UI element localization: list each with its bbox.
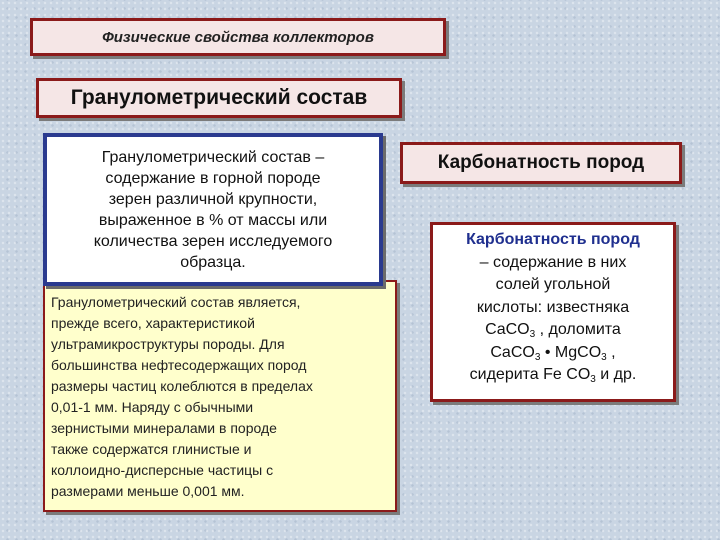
carbonate-line: – содержание в них <box>479 253 627 271</box>
calcite-formula: CaCO <box>485 321 530 338</box>
carbonate-title: Карбонатность пород <box>437 152 645 173</box>
dolomite-subscript-2: 3 <box>601 351 607 363</box>
calcite-subscript: 3 <box>529 329 536 340</box>
after-calcite: , доломита <box>539 321 621 338</box>
definition-text <box>94 147 333 273</box>
description-line: зернистыми минералами в породе <box>51 420 277 436</box>
carbonate-definition-box <box>430 222 676 402</box>
header-title-box <box>30 18 446 56</box>
definition-line: образца. <box>180 253 246 271</box>
definition-line: Гранулометрический состав – <box>101 148 325 166</box>
dolomite-line <box>439 342 667 365</box>
siderite-line <box>439 364 667 387</box>
dolomite-formula-part1: CaCO <box>490 343 535 361</box>
definition-line: количества зерен исследуемого <box>93 232 333 250</box>
dolomite-subscript-1: 3 <box>534 351 541 363</box>
siderite-formula: Fe CO <box>543 366 591 383</box>
carbonate-title-box <box>400 142 682 184</box>
description-box <box>43 280 397 512</box>
description-line: большинства нефтесодержащих пород <box>51 357 307 373</box>
carbonate-line: солей угольной <box>495 276 611 293</box>
header-title: Физические свойства коллекторов <box>102 28 374 46</box>
dolomite-tail: , <box>611 343 616 361</box>
carbonate-lead: Карбонатность пород <box>466 231 640 248</box>
carbonate-tail: и др. <box>600 366 637 383</box>
description-line: ультрамикроструктуры породы. Для <box>51 336 285 352</box>
description-line: размеры частиц колеблются в пределах <box>51 378 313 394</box>
definition-line: выраженное в % от массы или <box>98 211 328 229</box>
definition-box <box>43 133 383 286</box>
description-line: коллоидно-дисперсные частицы с <box>51 462 274 478</box>
definition-line: содержание в горной породе <box>105 169 321 187</box>
definition-line: зерен различной крупности, <box>108 190 318 208</box>
calcite-line <box>439 319 667 342</box>
description-line: размерами меньше 0,001 мм. <box>51 483 245 499</box>
description-line: прежде всего, характеристикой <box>51 315 255 331</box>
carbonate-line: кислоты: известняка <box>476 298 630 316</box>
dot-operator: • <box>544 343 551 361</box>
description-line: Гранулометрический состав является, <box>51 294 301 310</box>
dolomite-formula-part2: MgCO <box>554 343 602 361</box>
siderite-label: сидерита <box>469 366 539 383</box>
section-title: Гранулометрический состав <box>70 86 368 109</box>
section-title-box <box>36 78 402 118</box>
description-line: 0,01-1 мм. Наряду с обычными <box>51 399 254 415</box>
description-line: также содержатся глинистые и <box>51 441 252 457</box>
siderite-subscript: 3 <box>590 374 596 385</box>
